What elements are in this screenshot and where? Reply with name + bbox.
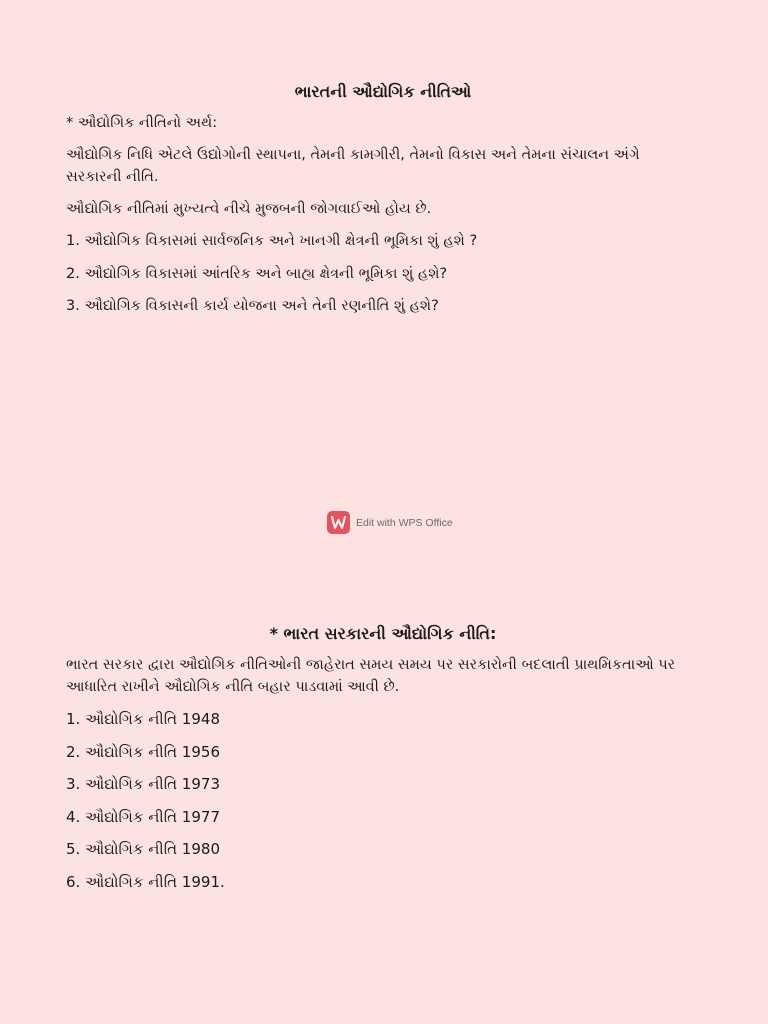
- policy-list-item: 5. ઔદ્યોગિક નીતિ 1980: [66, 840, 220, 858]
- industrial-policy-intro-section: [66, 80, 686, 328]
- wps-office-logo-icon: [327, 511, 350, 534]
- government-policy-intro: ભારત સરકાર દ્વારા ઔદ્યોગિક નીતિઓની જાહેરાત સમય સમય પર સરકારોની બદલાતી પ્રાથમિકતાઓ પર આધારિત રાખીને ઔદ્યોગિક નીતિ બહાર પાડવામાં આવી છે.: [66, 657, 676, 695]
- wps-watermark-text: Edit with WPS Office: [356, 516, 453, 529]
- meaning-heading: * ઔદ્યોગિક નીતિનો અર્થ:: [66, 115, 218, 131]
- wps-watermark[interactable]: [327, 511, 453, 534]
- policy-list-item: 6. ઔદ્યોગિક નીતિ 1991.: [66, 872, 225, 891]
- policy-list-item: 2. ઔદ્યોગિક નીતિ 1956: [66, 742, 220, 761]
- question-item: 1. ઔદ્યોગિક વિકાસમાં સાર્વજનિક અને ખાનગી ક્ષેત્રની ભૂમિકા શું હશે ?: [66, 233, 478, 249]
- question-item: 2. ઔદ્યોગિક વિકાસમાં આંતરિક અને બાહ્ય ક્ષેત્રની ભૂમિકા શું હશે?: [66, 265, 448, 282]
- provisions-intro: ઔદ્યોગિક નીતિમાં મુખ્યત્વે નીચે મુજબની જોગવાઈઓ હોય છે.: [66, 201, 432, 217]
- policy-list-item: 4. ઔદ્યોગિક નીતિ 1977: [66, 807, 220, 826]
- section-title: * ભારત સરકારની ઔદ્યોગિક નીતિ:: [269, 624, 497, 643]
- policy-list-item: 3. ઔદ્યોગિક નીતિ 1973: [66, 775, 220, 793]
- definition-paragraph: ઔદ્યોગિક નિધિ એટલે ઉદ્યોગોની સ્થાપના, તેમની કામગીરી, તેમનો વિકાસ અને તેમના સંચાલન અંગે સરકારની નીતિ.: [66, 147, 640, 185]
- page-title: ભારતની ઔદ્યોગિક નીતિઓ: [294, 82, 472, 101]
- question-item: 3. ઔદ્યોગિક વિકાસની કાર્ય યોજના અને તેની રણનીતિ શું હશે?: [66, 298, 439, 314]
- government-policy-section: [66, 622, 686, 903]
- policy-list-item: 1. ઔદ્યોગિક નીતિ 1948: [66, 710, 220, 728]
